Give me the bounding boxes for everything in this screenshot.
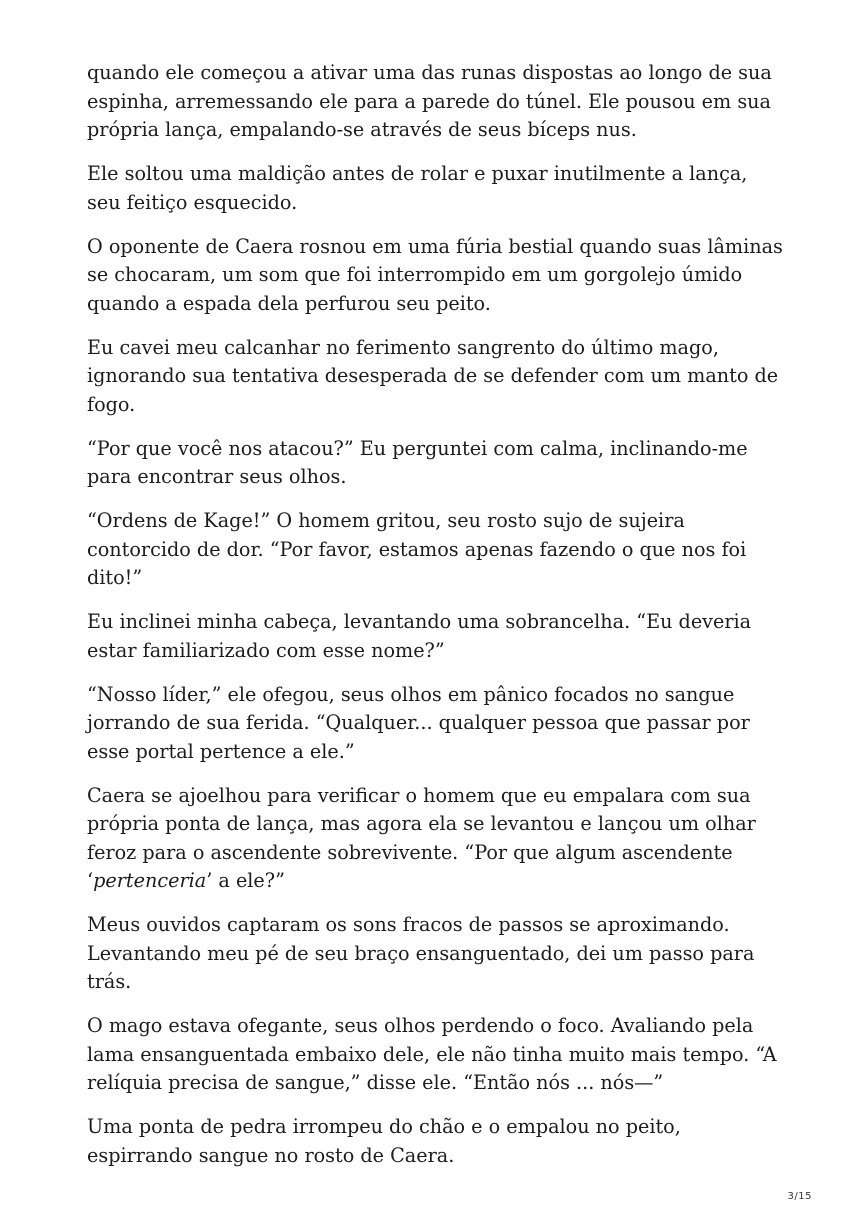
paragraph-8: “Nosso líder,” ele ofegou, seus olhos em pânico focados no sangue jorrando de sua ferida. “Qualquer... qualquer pessoa que passar por esse portal pertence a ele.” [87, 682, 750, 763]
paragraph-3: O oponente de Caera rosnou em uma fúria bestial quando suas lâminas se chocaram, um som que foi interrompido em um gorgolejo úmido quando a espada dela perfurou seu peito. [87, 234, 783, 315]
paragraph-9-emphasis: pertenceria [93, 869, 207, 892]
paragraph-9-before: Caera se ajoelhou para verificar o homem que eu empalara com sua própria ponta de lança, mas agora ela se levantou e lançou um olhar feroz para o ascendente sobrevivente. “Por que algum ascendente ‘ [87, 783, 756, 892]
body-text [87, 59, 787, 1186]
paragraph-9-after: ’ a ele?” [206, 869, 285, 892]
paragraph-12: Uma ponta de pedra irrompeu do chão e o empalou no peito, espirrando sangue no rosto de Caera. [87, 1115, 681, 1167]
paragraph-1: quando ele começou a ativar uma das runas dispostas ao longo de sua espinha, arremessando ele para a parede do túnel. Ele pousou em sua própria lança, empalando-se através de seus bíceps nus. [87, 61, 772, 141]
paragraph-2: Ele soltou uma maldição antes de rolar e puxar inutilmente a lança, seu feitiço esquecido. [87, 162, 748, 214]
paragraph-10: Meus ouvidos captaram os sons fracos de passos se aproximando. Levantando meu pé de seu braço ensanguentado, dei um passo para trás. [87, 913, 755, 993]
paragraph-6: “Ordens de Kage!” O homem gritou, seu rosto sujo de sujeira contorcido de dor. “Por favor, estamos apenas fazendo o que nos foi dito!” [87, 509, 747, 589]
paragraph-7: Eu inclinei minha cabeça, levantando uma sobrancelha. “Eu deveria estar familiarizado com esse nome?” [87, 610, 752, 662]
paragraph-5: “Por que você nos atacou?” Eu perguntei com calma, inclinando-me para encontrar seus olhos. [87, 436, 748, 488]
paragraph-4: Eu cavei meu calcanhar no ferimento sangrento do último mago, ignorando sua tentativa desesperada de se defender com um manto de fogo. [87, 335, 779, 416]
page-number: 3/15 [787, 1191, 812, 1202]
paragraph-11: O mago estava ofegante, seus olhos perdendo o foco. Avaliando pela lama ensanguentada embaixo dele, ele não tinha muito mais tempo. “A relíquia precisa de sangue,” disse ele. “Então nós ... nós—” [87, 1014, 777, 1094]
paragraph-9 [87, 782, 787, 896]
